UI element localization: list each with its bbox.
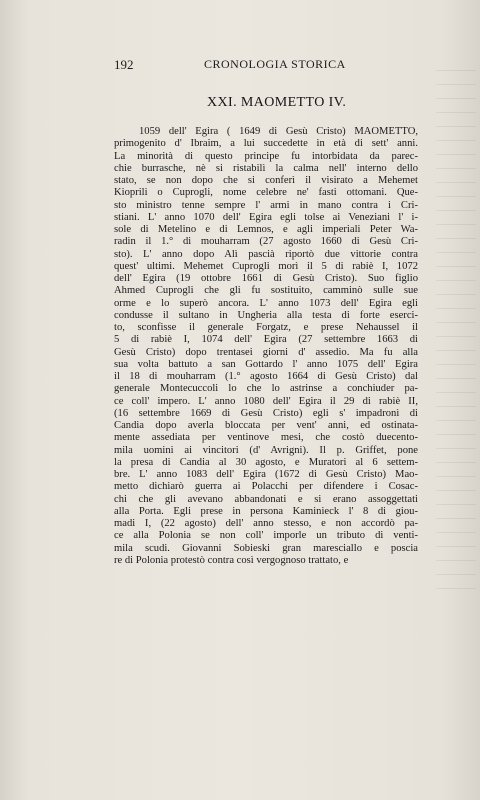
text-line: quest' ultimi. Mehemet Cuprogli morì il 5 di rabiè I, 1072 xyxy=(114,260,418,272)
text-line: chie burrasche, nè si ristabilì la calma nell' interno dello xyxy=(114,162,418,174)
running-title: CRONOLOGIA STORICA xyxy=(204,57,346,71)
text-line: sole di Metelino e di Lemnos, e agli imperiali Peter Wa- xyxy=(114,224,418,235)
text-line: stato, se non dopo che si conferì il visirato a Mehemet xyxy=(114,175,418,186)
text-line: (16 settembre 1669 di Gesù Cristo) egli s' impadronì di xyxy=(114,407,418,419)
text-line: ce coll' impero. L' anno 1080 dell' Egira il 29 di rabiè II, xyxy=(114,395,418,407)
show-through-text xyxy=(436,70,476,590)
text-line: madi I, (22 agosto) dell' anno stesso, e non accordò pa- xyxy=(114,518,418,529)
text-line: Candia dopo averla bloccata per vent' anni, ed ostinata- xyxy=(114,420,418,431)
text-line: alla Porta. Egli prese in persona Kaminieck l' 8 di giou- xyxy=(114,505,418,517)
text-line: metto dichiarò guerra ai Polacchi per difendere i Cosac- xyxy=(114,481,418,493)
text-line: bre. L' anno 1083 dell' Egira (1672 di Gesù Cristo) Mao- xyxy=(114,469,418,480)
text-line: orme e lo superò ancora. L' anno 1073 dell' Egira egli xyxy=(114,297,418,309)
text-line: sto). L' anno dopo Alì pascià riportò due vittorie contra xyxy=(114,248,418,260)
text-line: mente assediata per ventinove mesi, che costò duecento- xyxy=(114,432,418,444)
text-line: to, sconfisse il generale Forgatz, e prese Nehaussel il xyxy=(114,322,418,333)
text-line: chi che gli avevano abbandonati e si erano assoggettati xyxy=(114,493,418,505)
text-line: mila scudi. Giovanni Sobieski gran maresciallo e poscia xyxy=(114,542,418,554)
page-number: 192 xyxy=(114,57,134,72)
text-line: Kioprili o Cuprogli, nome celebre ne' fasti ottomani. Que- xyxy=(114,187,418,199)
text-line: Gesù Cristo) dopo trentasei giorni d' assedio. Ma fu alla xyxy=(114,346,418,358)
text-line: Ahmed Cuprogli che gli fu sostituito, camminò sulle sue xyxy=(114,285,418,297)
chapter-title: XXI. MAOMETTO IV. xyxy=(207,95,347,110)
text-line: radin il 1.° di mouharram (27 agosto 1660 di Gesù Cri- xyxy=(114,236,418,248)
text-line: mila uomini ai vincitori (d' Avrigni). Il p. Griffet, pone xyxy=(114,444,418,456)
page-header xyxy=(114,57,364,73)
body-text xyxy=(114,126,418,567)
text-line: dell' Egira (19 ottobre 1661 di Gesù Cristo). Suo figlio xyxy=(114,273,418,284)
text-line: 5 di rabiè I, 1074 dell' Egira (27 settembre 1663 di xyxy=(114,334,418,346)
text-line: 1059 dell' Egira ( 1649 di Gesù Cristo) MAOMETTO, xyxy=(139,126,418,137)
text-line: la presa di Candia al 30 agosto, e Muratori al 6 settem- xyxy=(114,456,418,468)
text-line: re di Polonia protestò contra così vergognoso trattato, e xyxy=(114,554,349,566)
text-line: sto ministro tenne sempre l' armi in mano contra i Cri- xyxy=(114,199,418,211)
text-line: stiani. L' anno 1070 dell' Egira egli tolse ai Veneziani l' i- xyxy=(114,211,418,223)
text-line: sua volta battuto a san Gottardo l' anno 1075 dell' Egira xyxy=(114,358,418,370)
text-line: generale Montecuccoli lo che lo astrinse a conchiuder pa- xyxy=(114,383,418,395)
text-line: primogenito d' Ibraim, a lui succedette in età di sett' anni. xyxy=(114,138,418,150)
text-line: La minorità di questo principe fu intorbidata da parec- xyxy=(114,150,418,162)
text-line: il 18 di mouharram (1.° agosto 1664 di Gesù Cristo) dal xyxy=(114,371,418,382)
text-line: ce alla Polonia se non coll' imporle un tributo di venti- xyxy=(114,530,418,542)
text-line: condusse il sultano in Ungheria alla testa di forte eserci- xyxy=(114,309,418,321)
